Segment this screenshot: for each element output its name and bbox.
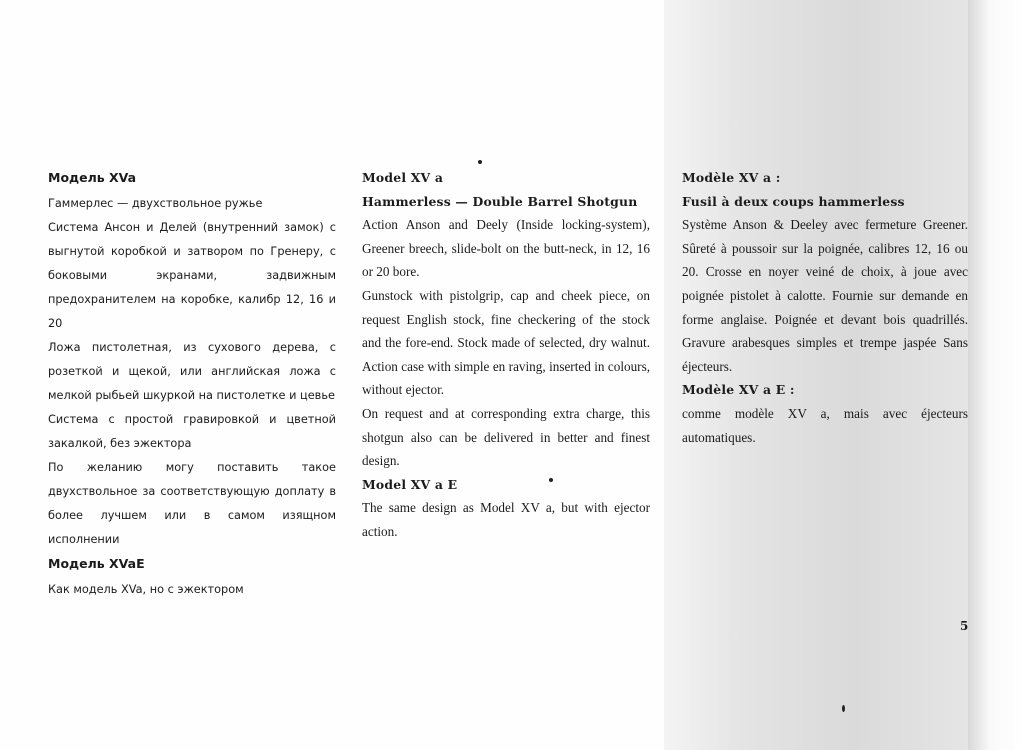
paragraph: Système Anson & Deeley avec fermeture Greener. Sûreté à poussoir sur la poignée, calibres 12, 16 ou 20. Crosse en noyer veiné de choix, à joue avec poignée pistolet à calotte. Fournie sur demande en forme anglaise. Poignée et devant bois quadrillés. Gravure arabesques simples et trempe jaspée Sans éjecteurs. [682, 217, 968, 374]
model-subtitle: Гаммерлес — двухствольное ружье [48, 197, 263, 210]
scan-speck [842, 705, 845, 712]
model-subtitle: Hammerless — Double Barrel Shotgun [362, 193, 638, 209]
paragraph: On request and at corresponding extra charge, this shotgun also can be delivered in better and finest design. [362, 405, 650, 469]
model-title: Модель XVa [48, 170, 137, 185]
model2-title: Модель XVaE [48, 556, 145, 571]
paragraph: Ложа пистолетная, из сухового дерева, с розеткой и щекой, или английская ложа с мелкой рыбьей шкуркой на пистолетке и цевье [48, 341, 336, 402]
model-title: Modèle XV a : [682, 170, 781, 185]
model2-text: The same design as Model XV a, but with ejector action. [362, 500, 650, 539]
model2-title: Model XV a E [362, 476, 458, 492]
paragraph: Система с простой гравировкой и цветной закалкой, без эжектора [48, 413, 336, 450]
page-number: 5 [960, 619, 969, 633]
model-title: Model XV a [362, 170, 444, 185]
paragraph: Система Ансон и Делей (внутренний замок) с выгнутой коробкой и затвором по Гренеру, с боковыми экранами, задвижным предохранителем на коробке, калибр 12, 16 и 20 [48, 221, 336, 330]
model2-text: comme modèle XV a, mais avec éjecteurs automatiques. [682, 405, 968, 445]
english-column [362, 166, 650, 544]
scan-speck [478, 160, 482, 164]
model2-text: Как модель XVa, но с эжектором [48, 583, 244, 596]
french-column [682, 166, 968, 449]
paragraph: По желанию могу поставить такое двухствольное за соответствующую доплату в более лучшем или в самом изящном исполнении [48, 461, 336, 546]
paragraph: Gunstock with pistolgrip, cap and cheek piece, on request English stock, fine checkering of the stock and the fore-end. Stock made of selected, dry walnut. Action case with simple en raving, inserted in colours, without ejector. [362, 287, 650, 398]
model-subtitle: Fusil à deux coups hammerless [682, 193, 905, 209]
scan-edge [968, 0, 1024, 750]
russian-column [48, 166, 336, 602]
model2-title: Modèle XV a E : [682, 382, 795, 398]
paragraph: Action Anson and Deely (Inside locking-system), Greener breech, slide-bolt on the butt-neck, in 12, 16 or 20 bore. [362, 217, 650, 280]
